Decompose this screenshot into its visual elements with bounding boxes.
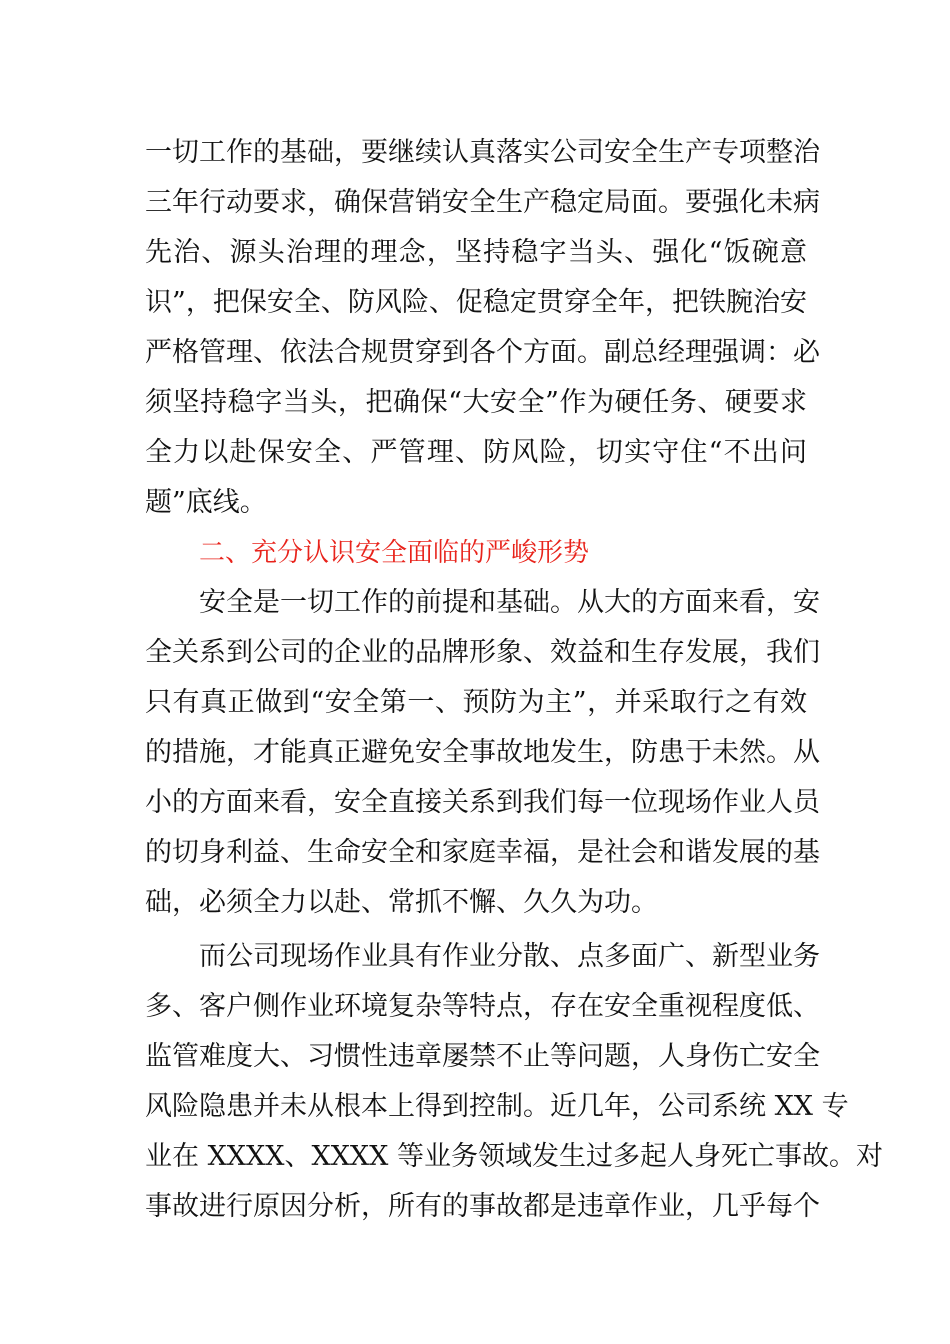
text-line: 础，必须全力以赴、常抓不懈、久久为功。	[145, 887, 658, 918]
text-line: 多、客户侧作业环境复杂等特点，存在安全重视程度低、	[145, 991, 820, 1022]
paragraph-1	[145, 128, 820, 528]
text-line: 题”底线。	[145, 487, 267, 518]
text-line: 全力以赴保安全、严管理、防风险，切实守住“不出问	[145, 437, 807, 468]
text-line: 先治、源头治理的理念，坚持稳字当头、强化“饭碗意	[145, 237, 807, 268]
text-line: 一切工作的基础，要继续认真落实公司安全生产专项整治	[145, 137, 820, 168]
text-line: 风险隐患并未从根本上得到控制。近几年，公司系统 XX 专	[145, 1091, 849, 1122]
text-line: 安全是一切工作的前提和基础。从大的方面来看，安	[199, 587, 820, 618]
text-line: 监管难度大、习惯性违章屡禁不止等问题，人身伤亡安全	[145, 1041, 820, 1072]
document-body	[145, 128, 883, 1232]
paragraph-3	[145, 932, 883, 1232]
text-line: 识”，把保安全、防风险、促稳定贯穿全年，把铁腕治安	[145, 287, 807, 318]
text-line: 事故进行原因分析，所有的事故都是违章作业，几乎每个	[145, 1191, 820, 1222]
text-line: 须坚持稳字当头，把确保“大安全”作为硬任务、硬要求	[145, 387, 807, 418]
paragraph-2	[145, 578, 820, 928]
text-line: 业在 XXXX、XXXX 等业务领域发生过多起人身死亡事故。对	[145, 1141, 883, 1172]
text-line: 全关系到公司的企业的品牌形象、效益和生存发展，我们	[145, 637, 820, 668]
text-line: 三年行动要求，确保营销安全生产稳定局面。要强化未病	[145, 187, 820, 218]
text-line: 而公司现场作业具有作业分散、点多面广、新型业务	[199, 941, 820, 972]
text-line: 只有真正做到“安全第一、预防为主”，并采取行之有效	[145, 687, 807, 718]
text-line: 的切身利益、生命安全和家庭幸福，是社会和谐发展的基	[145, 837, 820, 868]
text-line: 的措施，才能真正避免安全事故地发生，防患于未然。从	[145, 737, 820, 768]
text-line: 小的方面来看，安全直接关系到我们每一位现场作业人员	[145, 787, 820, 818]
section-heading: 二、充分认识安全面临的严峻形势	[199, 538, 590, 568]
text-line: 严格管理、依法合规贯穿到各个方面。副总经理强调：必	[145, 337, 820, 368]
